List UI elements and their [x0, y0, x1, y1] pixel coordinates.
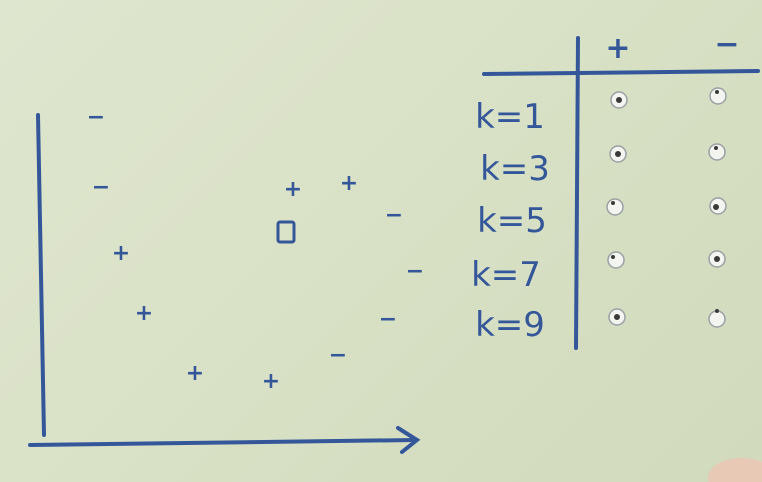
cell-marker — [608, 252, 624, 268]
positive-point: + — [261, 369, 281, 394]
cell-marker — [611, 92, 627, 108]
negative-point: − — [91, 175, 111, 200]
x-axis — [30, 440, 415, 445]
row-label-k5: k=5 — [477, 201, 547, 241]
positive-point: + — [185, 361, 205, 386]
cell-marker — [709, 144, 725, 160]
cell-marker — [709, 309, 725, 327]
row-label-k9: k=9 — [475, 305, 545, 345]
row-label-k3: k=3 — [480, 149, 550, 189]
cell-marker — [607, 199, 623, 215]
positive-point: + — [283, 177, 303, 202]
row-label-k1: k=1 — [475, 97, 545, 137]
positive-point: + — [111, 241, 131, 266]
hand-photo-fragment — [708, 458, 762, 482]
cell-marker — [609, 309, 625, 325]
cell-marker — [710, 88, 726, 104]
negative-point: − — [86, 105, 106, 130]
row-label-k7: k=7 — [471, 255, 541, 295]
negative-point: − — [328, 343, 348, 368]
negative-point: − — [405, 259, 425, 284]
negative-point: − — [384, 203, 404, 228]
cell-marker — [610, 146, 626, 162]
y-axis — [38, 115, 44, 435]
cell-marker — [709, 251, 725, 267]
table-header-rule — [484, 71, 758, 74]
column-header-positive: + — [605, 31, 631, 66]
query-point-square — [278, 222, 294, 242]
positive-point: + — [339, 171, 359, 196]
negative-point: − — [378, 307, 398, 332]
table-vertical-rule — [576, 38, 578, 348]
cell-marker — [710, 198, 726, 214]
column-header-negative: − — [714, 27, 740, 62]
positive-point: + — [134, 301, 154, 326]
